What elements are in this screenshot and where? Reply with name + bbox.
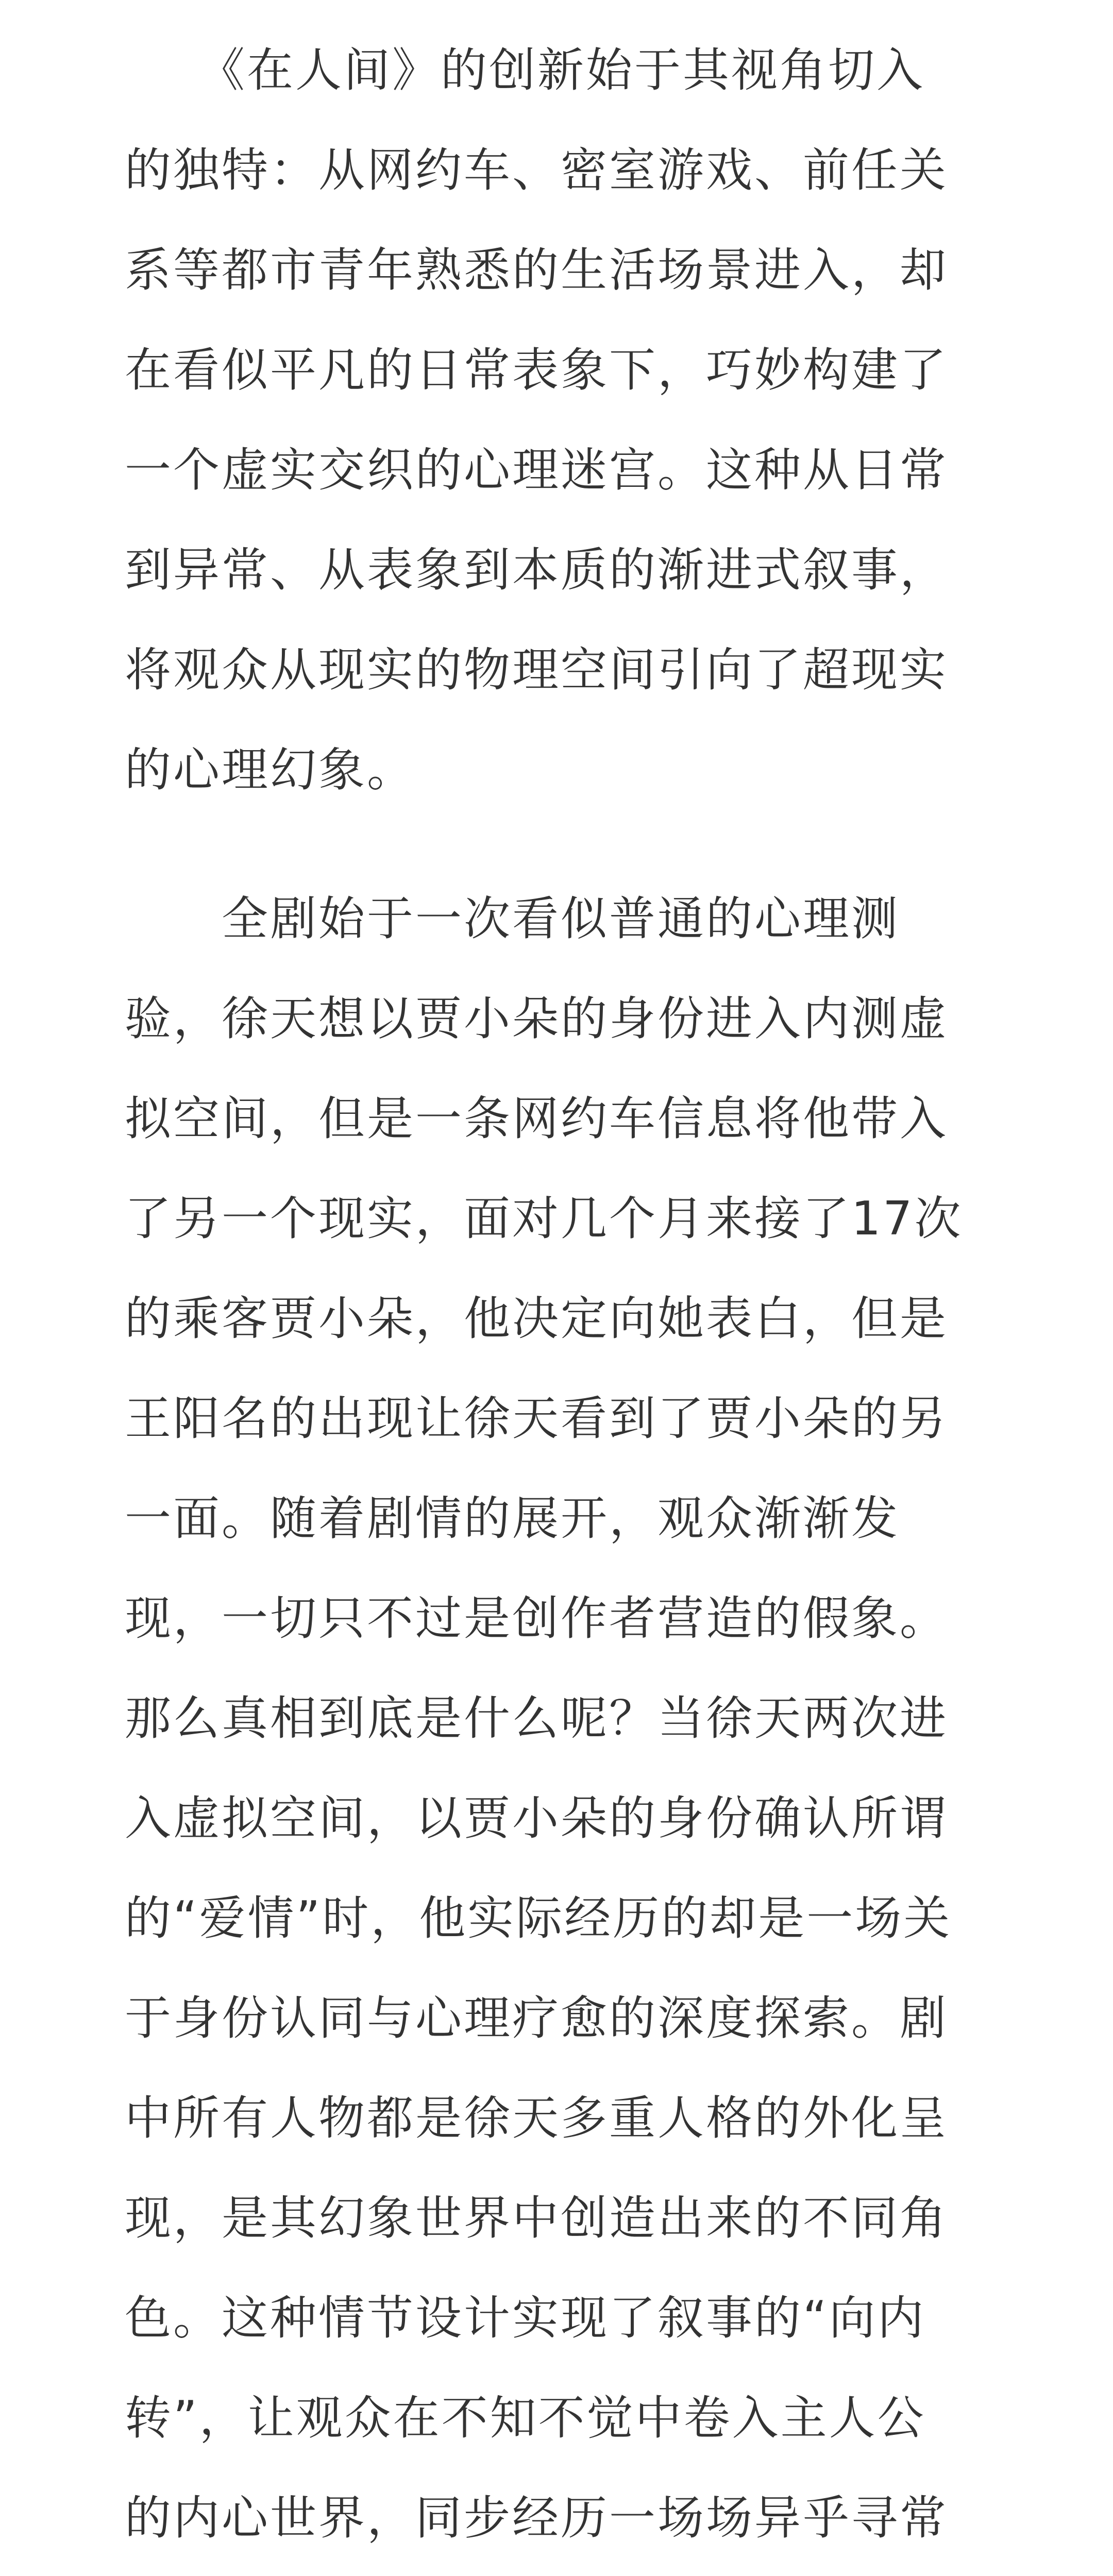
text-line: 现，一切只不过是创作者营造的假象。 — [125, 1591, 948, 1646]
paragraph-1 — [125, 21, 996, 820]
text-line: 转”，让观众在不知不觉中卷入主人公 — [125, 2391, 926, 2445]
text-line: 现，是其幻象世界中创造出来的不同角 — [125, 2191, 948, 2245]
text-line: 入虚拟空间，以贾小朵的身份确认所谓 — [125, 1791, 948, 1845]
text-line: 的心理幻象。 — [125, 743, 415, 797]
text-line: 系等都市青年熟悉的生活场景进入，却 — [125, 243, 948, 297]
text-line: 于身份认同与心理疗愈的深度探索。剧 — [125, 1991, 948, 2045]
text-line: 一个虚实交织的心理迷宫。这种从日常 — [125, 443, 948, 497]
text-line: 的独特：从网约车、密室游戏、前任关 — [125, 143, 948, 197]
text-line — [125, 2568, 996, 2576]
article-body — [125, 21, 996, 2576]
text-line: 《在人间》的创新始于其视角切入 — [125, 43, 925, 97]
text-line: 全剧始于一次看似普通的心理测 — [125, 892, 900, 946]
paragraph-2 — [125, 869, 996, 2576]
text-line: 王阳名的出现让徐天看到了贾小朵的另 — [125, 1392, 948, 1446]
text-line: 拟空间，但是一条网约车信息将他带入 — [125, 1092, 948, 1146]
text-line: 色。这种情节设计实现了叙事的“向内 — [125, 2291, 926, 2345]
text-line: 的内心世界，同步经历一场场异乎寻常 — [125, 2491, 948, 2545]
text-line: 中所有人物都是徐天多重人格的外化呈 — [125, 2091, 948, 2145]
text-line: 在看似平凡的日常表象下，巧妙构建了 — [125, 343, 948, 397]
text-line: 了另一个现实，面对几个月来接了17次 — [125, 1192, 963, 1246]
text-line: 将观众从现实的物理空间引向了超现实 — [125, 643, 948, 697]
text-line: 那么真相到底是什么呢？当徐天两次进 — [125, 1691, 948, 1745]
text-line: 验，徐天想以贾小朵的身份进入内测虚 — [125, 992, 948, 1046]
text-line: 到异常、从表象到本质的渐进式叙事， — [125, 543, 948, 597]
text-line: 的“爱情”时，他实际经历的却是一场关 — [125, 1891, 952, 1945]
text-line: 一面。随着剧情的展开，观众渐渐发 — [125, 1492, 900, 1546]
text-line: 的乘客贾小朵，他决定向她表白，但是 — [125, 1292, 948, 1346]
